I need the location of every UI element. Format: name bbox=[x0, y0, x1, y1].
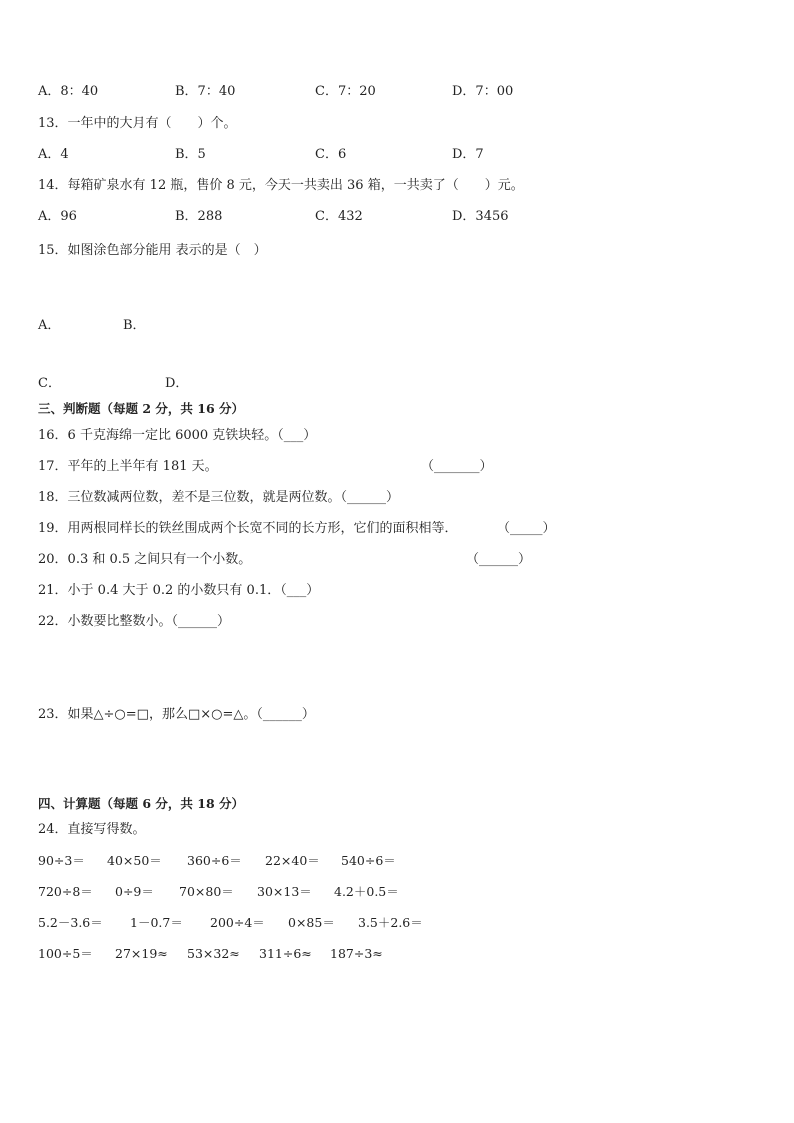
q13-stem: 13．一年中的大月有（ ）个。 bbox=[38, 116, 237, 131]
q14-option-b: B．288 bbox=[175, 209, 223, 224]
calc-item: 1－0.7＝ bbox=[130, 915, 183, 930]
q14-option-a: A．96 bbox=[38, 209, 77, 224]
q19-answer-blank[interactable]: （_____） bbox=[497, 521, 556, 536]
q22: 22．小数要比整数小。（______） bbox=[38, 614, 231, 629]
calc-item: 4.2＋0.5＝ bbox=[334, 884, 399, 899]
q13-option-d: D．7 bbox=[452, 147, 484, 162]
section3-title: 三、判断题（每题 2 分，共 16 分） bbox=[38, 401, 245, 416]
q15-stem: 15．如图涂色部分能用 表示的是（ ） bbox=[38, 243, 267, 258]
calc-item: 22×40＝ bbox=[265, 853, 320, 868]
calc-item: 70×80＝ bbox=[179, 884, 234, 899]
calc-item: 0×85＝ bbox=[288, 915, 335, 930]
q19: 19．用两根同样长的铁丝围成两个长宽不同的长方形，它们的面积相等． bbox=[38, 521, 458, 536]
calc-item: 0÷9＝ bbox=[115, 884, 154, 899]
q18: 18．三位数减两位数，差不是三位数，就是两位数。（______） bbox=[38, 490, 400, 505]
q17-answer-blank[interactable]: （_______） bbox=[421, 459, 493, 474]
calc-item: 5.2－3.6＝ bbox=[38, 915, 103, 930]
q20-answer-blank[interactable]: （______） bbox=[466, 552, 532, 567]
calc-item: 30×13＝ bbox=[257, 884, 312, 899]
calc-item: 187÷3≈ bbox=[330, 946, 383, 961]
q12-option-c: C．7：20 bbox=[315, 84, 376, 99]
q23: 23．如果△÷○=□，那么□×○=△。（______） bbox=[38, 707, 315, 722]
q13-option-b: B．5 bbox=[175, 147, 206, 162]
calc-item: 40×50＝ bbox=[107, 853, 162, 868]
q12-option-d: D．7：00 bbox=[452, 84, 514, 99]
calc-item: 311÷6≈ bbox=[259, 946, 312, 961]
q12-option-a: A．8：40 bbox=[38, 84, 99, 99]
q15-option-d: D． bbox=[165, 376, 189, 391]
q17: 17．平年的上半年有 181 天。 bbox=[38, 459, 218, 474]
calc-item: 100÷5＝ bbox=[38, 946, 93, 961]
q16: 16．6 千克海绵一定比 6000 克铁块轻。（___） bbox=[38, 428, 317, 443]
section4-title: 四、计算题（每题 6 分，共 18 分） bbox=[38, 796, 245, 811]
q14-option-c: C．432 bbox=[315, 209, 363, 224]
q24-stem: 24．直接写得数。 bbox=[38, 822, 146, 837]
calc-item: 540÷6＝ bbox=[341, 853, 396, 868]
calc-item: 53×32≈ bbox=[187, 946, 240, 961]
q12-option-b: B．7：40 bbox=[175, 84, 236, 99]
q21: 21．小于 0.4 大于 0.2 的小数只有 0.1．（___） bbox=[38, 583, 320, 598]
q14-option-d: D．3456 bbox=[452, 209, 509, 224]
q20: 20．0.3 和 0.5 之间只有一个小数。 bbox=[38, 552, 252, 567]
q13-option-a: A．4 bbox=[38, 147, 69, 162]
calc-item: 200÷4＝ bbox=[210, 915, 265, 930]
calc-item: 27×19≈ bbox=[115, 946, 168, 961]
calc-item: 720÷8＝ bbox=[38, 884, 93, 899]
q15-option-b: B． bbox=[123, 318, 146, 333]
q15-option-c: C． bbox=[38, 376, 61, 391]
calc-item: 3.5＋2.6＝ bbox=[358, 915, 423, 930]
q14-stem: 14．每箱矿泉水有 12 瓶，售价 8 元，今天一共卖出 36 箱，一共卖了（ ）元。 bbox=[38, 178, 524, 193]
calc-item: 90÷3＝ bbox=[38, 853, 85, 868]
q13-option-c: C．6 bbox=[315, 147, 347, 162]
q15-option-a: A． bbox=[38, 318, 61, 333]
calc-item: 360÷6＝ bbox=[187, 853, 242, 868]
